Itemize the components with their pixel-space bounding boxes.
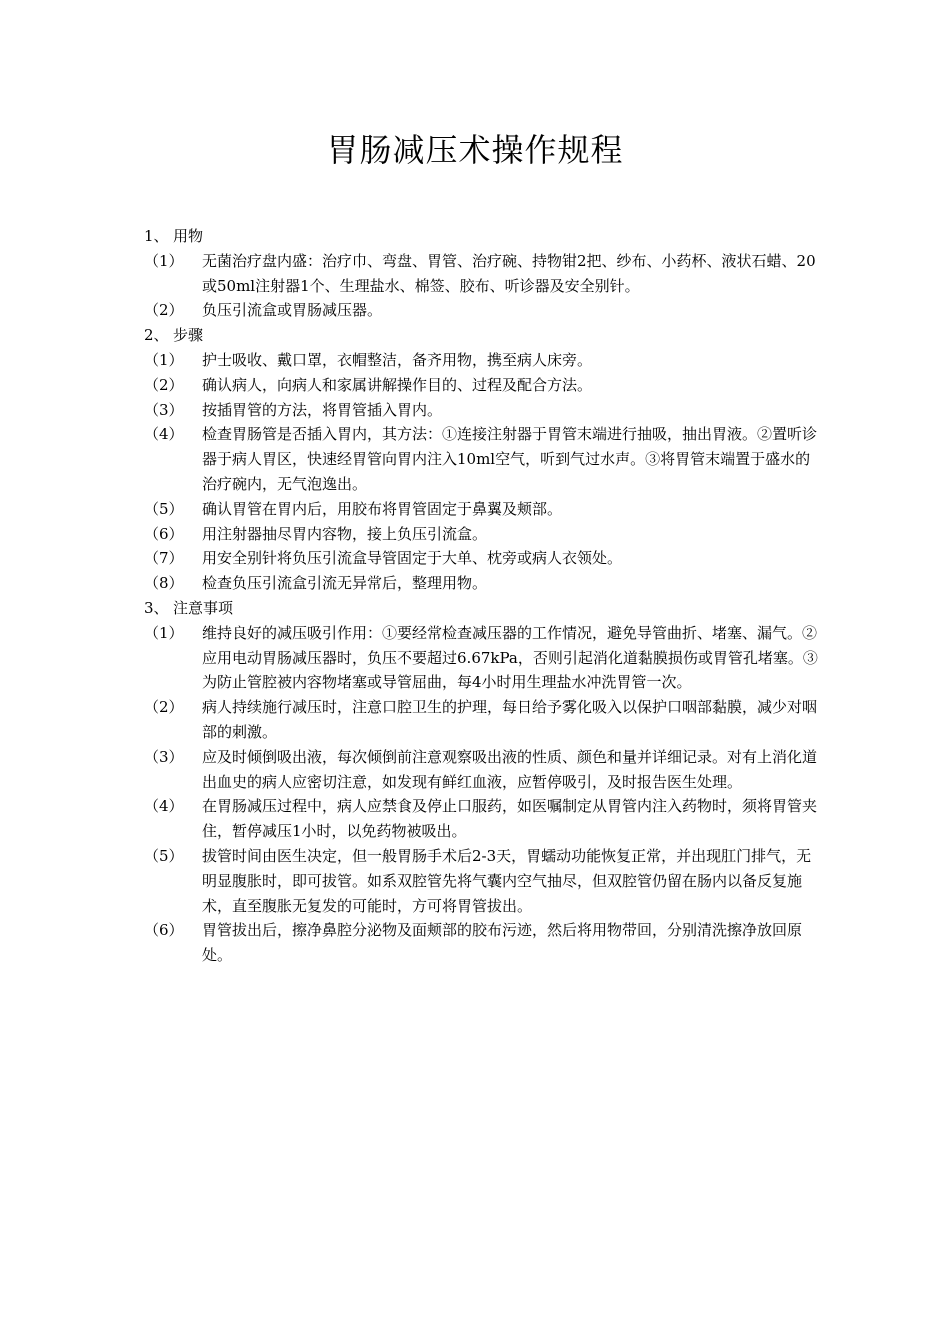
item-number: （4） [144,425,184,444]
item-text: 负压引流盒或胃肠减压器。 [202,301,383,320]
section-heading [144,224,824,249]
item-text: 无菌治疗盘内盛：治疗巾、弯盘、胃管、治疗碗、持物钳2把、纱布、小药杯、液状石蜡、20或50ml注射器1个、生理盐水、棉签、胶布、听诊器及安全别针。 [202,251,816,295]
item-text: 胃管拔出后，擦净鼻腔分泌物及面颊部的胶布污迹，然后将用物带回，分别清洗擦净放回原处。 [202,921,803,965]
page-title: 胃肠减压术操作规程 [326,131,624,169]
section-number: 1、 [144,227,169,245]
list-item [144,298,824,323]
item-number: （6） [144,921,184,940]
item-number: （1） [144,623,184,642]
item-number: （4） [144,797,184,816]
item-text: 维持良好的减压吸引作用：①要经常检查减压器的工作情况，避免导管曲折、堵塞、漏气。②应用电动胃肠减压器时，负压不要超过6.67kPa，否则引起消化道黏膜损伤或胃管孔堵塞。③为防止管腔被内容物堵塞或导管屈曲，每4小时用生理盐水冲洗胃管一次。 [202,623,818,692]
item-number: （6） [144,524,184,543]
list-item [144,522,824,547]
list-item [144,844,824,918]
list-item [144,546,824,571]
section-heading-text: 步骤 [173,326,204,345]
list-item [144,695,824,745]
list-item [144,373,824,398]
section-heading [144,323,824,348]
item-number: （5） [144,499,184,518]
item-text: 确认病人，向病人和家属讲解操作目的、过程及配合方法。 [202,375,593,394]
item-number: （3） [144,747,184,766]
list-item [144,571,824,596]
item-number: （2） [144,375,184,394]
item-text: 病人持续施行减压时，注意口腔卫生的护理，每日给予雾化吸入以保护口咽部黏膜，减少对咽部的刺激。 [202,698,818,741]
section-heading-text: 用物 [173,227,204,245]
item-text: 用注射器抽尽胃内容物，接上负压引流盒。 [202,524,488,543]
item-text: 用安全别针将负压引流盒导管固定于大单、枕旁或病人衣领处。 [202,549,623,568]
item-number: （5） [144,846,184,865]
item-number: （2） [144,698,184,717]
list-item [144,918,824,968]
item-text: 检查胃肠管是否插入胃内，其方法：①连接注射器于胃管末端进行抽吸，抽出胃液。②置听诊器于病人胃区，快速经胃管向胃内注入10ml空气，听到气过水声。③将胃管末端置于盛水的治疗碗内，无气泡逸出。 [202,425,818,493]
list-item [144,398,824,423]
item-number: （8） [144,574,184,593]
item-text: 确认胃管在胃内后，用胶布将胃管固定于鼻翼及颊部。 [202,499,563,518]
section-heading-text: 注意事项 [173,598,234,617]
section-number: 2、 [144,326,169,345]
item-number: （2） [144,301,184,320]
list-item [144,422,824,496]
section-number: 3、 [144,598,169,617]
item-number: （3） [144,400,184,419]
list-item [144,794,824,844]
item-text: 应及时倾倒吸出液，每次倾倒前注意观察吸出液的性质、颜色和量并详细记录。对有上消化道出血史的病人应密切注意，如发现有鲜红血液，应暂停吸引，及时报告医生处理。 [202,747,818,791]
item-number: （7） [144,549,184,568]
item-text: 按插胃管的方法，将胃管插入胃内。 [202,400,443,419]
list-item [144,621,824,695]
item-text: 护士吸收、戴口罩，衣帽整洁，备齐用物，携至病人床旁。 [202,350,593,369]
list-item [144,497,824,522]
list-item [144,348,824,373]
item-number: （1） [144,251,184,270]
list-item [144,745,824,795]
item-text: 在胃肠减压过程中，病人应禁食及停止口服药，如医嘱制定从胃管内注入药物时，须将胃管夹住，暂停减压1小时，以免药物被吸出。 [202,797,818,841]
item-text: 检查负压引流盒引流无异常后，整理用物。 [202,574,488,593]
item-text: 拔管时间由医生决定，但一般胃肠手术后2-3天，胃蠕动功能恢复正常，并出现肛门排气，无明显腹胀时，即可拔管。如系双腔管先将气囊内空气抽尽，但双腔管仍留在肠内以备反复施术，直至腹胀无复发的可能时，方可将胃管拔出。 [202,846,812,915]
document-body [144,224,824,968]
list-item [144,249,824,299]
section-heading [144,596,824,621]
item-number: （1） [144,350,184,369]
